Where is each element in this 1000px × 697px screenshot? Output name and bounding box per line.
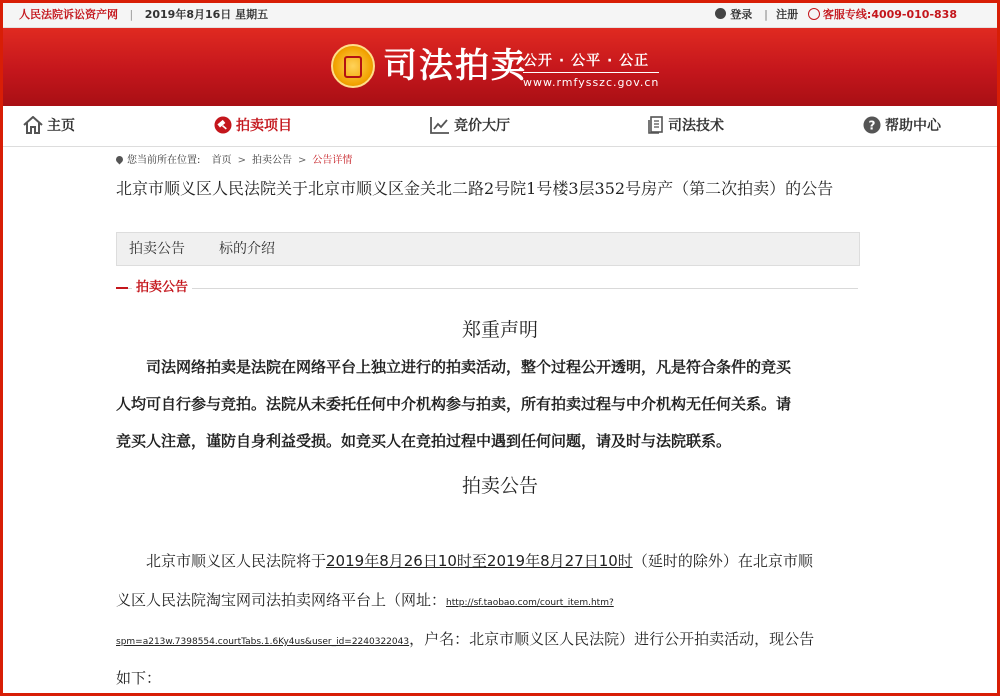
site-domain: www.rmfysszc.gov.cn <box>523 72 659 89</box>
tab-bar <box>116 232 860 266</box>
tab-item-intro[interactable]: 标的介绍 <box>219 241 275 257</box>
current-date: 2019年8月16日 星期五 <box>144 8 269 21</box>
body-court-text: 北京市顺义区人民法院将于 <box>146 552 327 570</box>
nav-item-auction-projects[interactable] <box>214 106 292 146</box>
top-bar <box>3 3 997 28</box>
section-divider <box>116 288 858 289</box>
document-icon <box>648 116 664 134</box>
page-title: 北京市顺义区人民法院关于北京市顺义区金关北二路2号院1号楼3层352号房产（第二次拍卖）的公告 <box>116 179 834 198</box>
breadcrumb-current: 公告详情 <box>312 155 353 166</box>
court-emblem-logo <box>331 44 375 88</box>
phone-icon <box>808 8 820 20</box>
body-line-2 <box>116 582 862 622</box>
nav-label: 主页 <box>47 118 75 134</box>
platform-url-link[interactable]: http://sf.taobao.com/court_item.htm? <box>446 598 614 608</box>
section-label: 拍卖公告 <box>132 278 192 298</box>
body-after-time: （延时的除外）在北京市顺 <box>632 552 813 570</box>
gavel-icon <box>214 116 232 134</box>
brand-slogan: 公开 · 公平 · 公正 <box>523 53 650 69</box>
nav-label: 拍卖项目 <box>236 118 292 134</box>
platform-url-link-continued[interactable]: spm=a213w.7398554.courtTabs.1.6Ky4us&user_id=2240322043 <box>116 637 410 647</box>
nav-item-home[interactable] <box>23 106 75 146</box>
register-link[interactable]: 注册 <box>776 8 799 21</box>
chart-icon <box>430 116 450 134</box>
breadcrumb-home[interactable]: 首页 <box>211 155 232 166</box>
separator: | <box>764 8 769 21</box>
tab-auction-notice[interactable]: 拍卖公告 <box>129 241 185 257</box>
auction-time: 2019年8月26日10时至2019年8月27日10时 <box>326 552 633 570</box>
breadcrumb-arrow: > <box>297 155 307 166</box>
user-icon <box>715 8 726 19</box>
body-account-text: ，户名：北京市顺义区人民法院）进行公开拍卖活动，现公告 <box>409 630 815 648</box>
body-platform-text: 义区人民法院淘宝网司法拍卖网络平台上（网址： <box>116 591 447 609</box>
help-icon <box>863 116 881 134</box>
body-line-1 <box>116 543 862 580</box>
nav-item-help-center[interactable] <box>863 106 941 146</box>
login-link[interactable]: 登录 <box>730 8 753 21</box>
body-line-4: 如下： <box>116 669 162 687</box>
nav-label: 帮助中心 <box>885 118 941 134</box>
header-banner <box>3 28 997 106</box>
breadcrumb-prefix: 您当前所在位置: <box>127 155 201 166</box>
notice-line-1: 司法网络拍卖是法院在网络平台上独立进行的拍卖活动，整个过程公开透明，凡是符合条件的竞买 <box>146 358 792 376</box>
notice-line-2: 人均可自行参与竞拍。法院从未委托任何中介机构参与拍卖，所有拍卖过程与中介机构无任何关系。请 <box>116 395 792 413</box>
home-icon <box>23 116 43 134</box>
separator: | <box>129 8 134 21</box>
body-line-3 <box>116 621 862 661</box>
nav-item-bidding-hall[interactable] <box>430 106 510 146</box>
svg-text:?: ? <box>868 118 876 133</box>
nav-label: 司法技术 <box>668 118 724 134</box>
section-header <box>116 278 858 298</box>
section-accent <box>116 287 128 289</box>
notice-heading: 郑重声明 <box>461 319 538 341</box>
main-nav <box>3 106 997 147</box>
site-name-link[interactable]: 人民法院诉讼资产网 <box>19 8 118 21</box>
breadcrumb <box>116 151 352 166</box>
brand-title[interactable]: 司法拍卖 <box>383 46 527 86</box>
notice-line-3: 竞买人注意，谨防自身利益受损。如竞买人在竞拍过程中遇到任何问题，请及时与法院联系。 <box>116 432 732 450</box>
nav-item-judicial-tech[interactable] <box>648 106 724 146</box>
location-pin-icon <box>115 155 125 165</box>
nav-label: 竞价大厅 <box>454 118 510 134</box>
breadcrumb-auction-notice[interactable]: 拍卖公告 <box>251 155 292 166</box>
breadcrumb-arrow: > <box>237 155 246 166</box>
hotline-text: 客服专线:4009-010-838 <box>822 8 957 21</box>
auction-heading: 拍卖公告 <box>461 475 538 497</box>
